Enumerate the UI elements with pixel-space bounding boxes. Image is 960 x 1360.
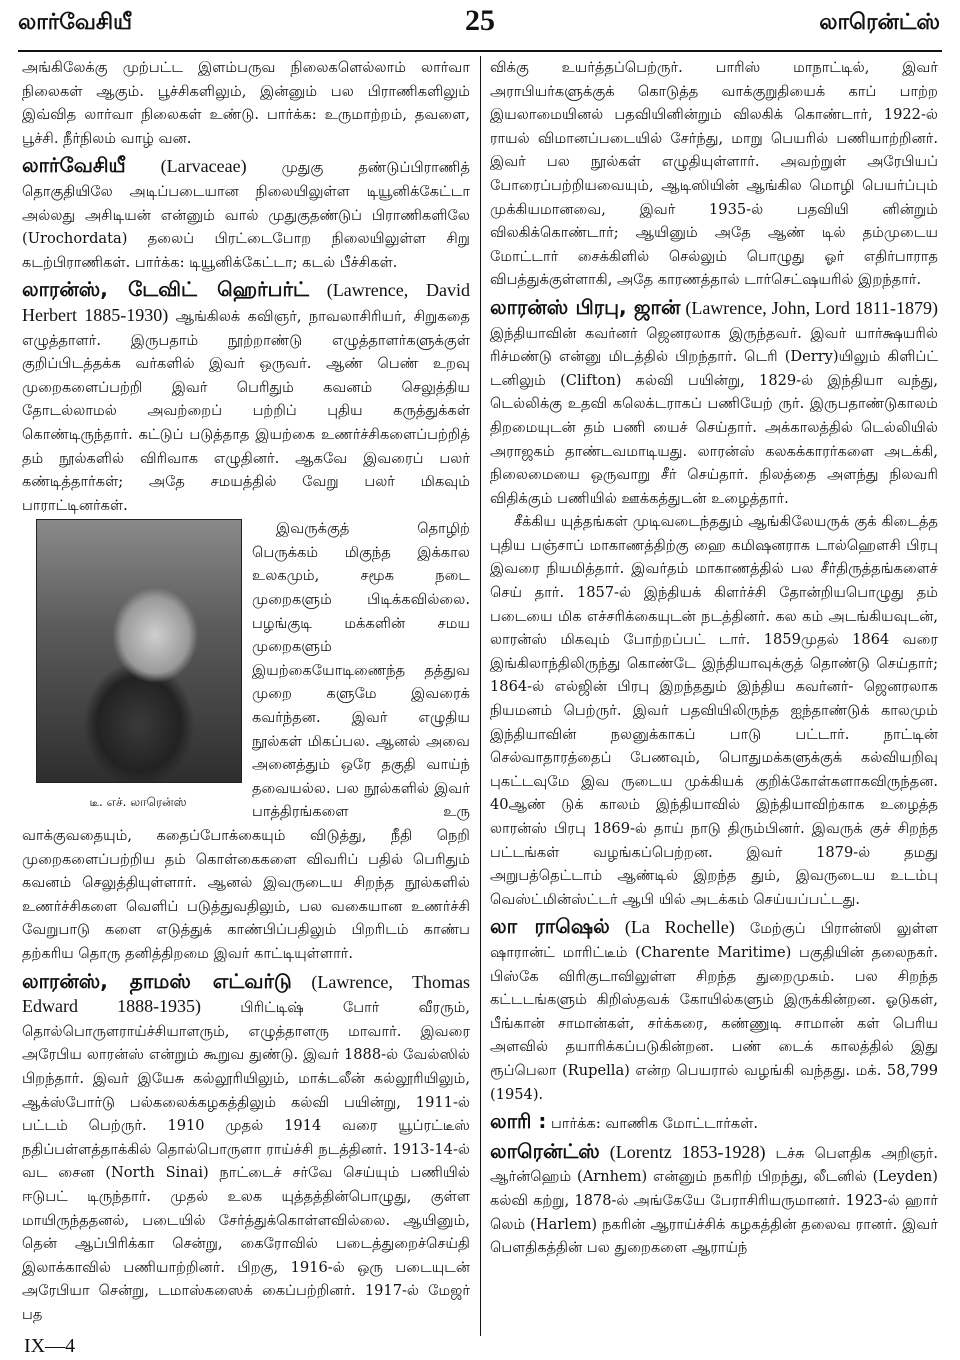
entry-headword: லாரென்ட்ஸ் (490, 1138, 600, 1163)
entry-latin-name: (La Rochelle) (624, 917, 735, 938)
left-column (22, 56, 470, 1330)
entry-larvaceae (22, 154, 470, 274)
entry-dh-lawrence (22, 278, 470, 517)
entry-te-lawrence (22, 970, 470, 1327)
entry-john-lawrence (490, 296, 938, 510)
continued-paragraph: விக்கு உயர்த்தப்பெற்ருர். பாரிஸ் மாநாட்டில், இவர் அராபியர்களுக்குக் கொடுத்த வாக்குறுதியைக் காப் பாற்ற இயலாமையினல் பதவியினின்றும் விலகிக் கொண்டார், 1922-ல் ராயல் விமானப்படையில் சேர்ந்து, மாறு பெயரில் பணியாற்றினர். இவர் பல நூல்கள் எழுதியுள்ளார். அவற்றுள் அரேபியப் போரைப்பற்றியவையும், ஆடிஸியின் ஆங்கில மொழி பெயர்ப்பும் முக்கியமானவை, இவர் 1935-ல் பதவியி னின்றும் விலகிக்கொண்டார்; ஆயினும் அதே ஆண் டில் தம்முடைய மோட்டார் சைக்கிளில் செல்லும் பொழுது ஓர் எதிர்பாராத விபத்துக்குள்ளாகி, அதே காரணத்தால் டார்செட்ஷயரில் இறந்தார். (490, 59, 938, 289)
entry-lorry (490, 1110, 938, 1136)
entry-headword: லாரன்ஸ், டேவிட் ஹெர்பர்ட் (22, 277, 309, 302)
entry-text-continued: சீக்கிய யுத்தங்கள் முடிவடைந்ததும் ஆங்கிலேயருக் குக் கிடைத்த புதிய பஞ்சாப் மாகாணத்திற்கு ஹை கமிஷனராக டால்ஹௌசி பிரபு இவரை நியமித்தார். இவர்தம் மாகாணத்தில் பல சீர்திருத்தங்களைச் செய் தார். 1857-ல் இந்தியக் கிளர்ச்சி தோன்றியபொழுது தம் படையை மிக எச்சரிக்கையுடன் நடத்தினர். கல கம் அடங்கியவுடன், லாரன்ஸ் மிகவும் போற்றப்பட் டார். 1859முதல் 1864 வரை இங்கிலாந்திலிருந்து கொண்டே இந்தியாவுக்குத் தொண்டு செய்தார்; 1864-ல் எல்ஜின் பிரபு இறந்ததும் இந்திய கவர்னர்- ஜெனரலாக நியமனம் பெற்ருர். இவர் பதவியிலிருந்த ஐந்தாண்டுக் காலமும் இந்தியாவின் நலனுக்காகப் பாடு பட்டார். நாட்டின் செல்வாதாரத்தைப் பேணவும், பொதுமக்களுக்குக் கல்வியறிவு புகட்டவுமே இவ ருடைய முக்கியக் குறிக்கோள்களாகவிருந்தன. 40ஆண் டுக் காலம் இந்தியாவில் இந்தியாவிற்காக உழைத்த லாரன்ஸ் பிரபு 1869-ல் தாய் நாடு திரும்பினர். இவருக் குச் சிறந்த பட்டங்கள் வழங்கப்பெற்றன. இவர் 1879-ல் தமது அறுபத்தெட்டாம் ஆண்டில் இறந்த தும், இவருடைய உடம்பு வெஸ்ட்மின்ஸ்ட்டர் ஆபி யில் அடக்கம் செய்யப்பட்டது. (490, 513, 938, 908)
portrait-figure (36, 519, 240, 809)
entry-text: பிரிட்டிஷ் போர் வீரரும், தொல்பொருளராய்ச்சியாளரும், எழுத்தாளரு மாவார். இவரை அரேபிய லாரன்ஸ் என்றும் கூறுவ துண்டு. இவர் 1888-ல் வேல்ஸில் பிறந்தார். இவர் இயேசு கல்லூரியிலும், மாக்டலீன் கல்லூரியிலும், ஆக்ஸ்போர்டு பல்கலைக்கழகத்திலும் கல்வி பயின்று, 1911-ல் பட்டம் பெற்ருர். 1910 முதல் 1914 வரை யூப்ரட்டீஸ் நதிப்பள்ளத்தாக்கில் தொல்பொருளா ராய்ச்சி நடத்தினர். 1913-14-ல் வட சைன (North Sinai) நாட்டைச் சர்வே செய்யும் பணியில் ஈடுபட் டிருந்தார். முதல் உலக யுத்தத்தின்பொழுது, குள்ள மாயிருந்ததனல், படையில் சேர்த்துக்கொள்ளவில்லை. ஆயினும், தென் ஆப்பிரிக்கா சென்று, கைரோவில் படைத்துறைச்செய்தி இலாக்காவில் பணியாற்றினர். பிறகு, 1916-ல் ஒரு படையுடன் அரேபியா சென்று, டமாஸ்கஸைக் கைப்பற்றினர். 1917-ல் மேஜர் பத (22, 999, 470, 1323)
entry-headword: லாரி : (490, 1109, 547, 1134)
entry-text-continued: இவருக்குத் தொழிற் பெருக்கம் மிகுந்த இக்கால உலகமும், சமூக நடை முறைகளும் பிடிக்கவில்லை. பழங்குடி மக்களின் சமய முறைகளும் இயற்கையோடிணைந்த தத்துவ முறை களுமே இவரைக் கவர்ந்தன. இவர் எழுதிய நூல்கள் மிகப்பல. ஆனல் அவை அனைத்தும் ஒரே தகுதி வாய்ந் தவையல்ல. பல நூல்களில் இவர் பாத்திரங்களை உரு வாக்குவதையும், கதைப்போக்கையும் விடுத்து, நீதி நெறி முறைகளைப்பற்றிய தம் கொள்கைகளை விவரிப் பதில் பெரிதும் கவனம் செலுத்தியுள்ளார். ஆனல் இவருடைய சிறந்த நூல்களில் உணர்ச்சிகளை வெளிப் படுத்துவதிலும், பல வகையான உணர்ச்சி வேறுபாடு களை எடுத்துக் காண்பிப்பதிலும் பிறரிடம் காண்ப தற்கரிய தொரு தனித்திறமை இவர் காட்டியுள்ளார். (22, 520, 470, 962)
page-header (16, 4, 944, 44)
entry-headword: லார்வேசியீ (22, 153, 126, 178)
entry-text: ஆங்கிலக் கவிஞர், நாவலாசிரியர், சிறுகதை எழுத்தாளர். இருபதாம் நூற்றாண்டு எழுத்தாளர்களுக்குள் குறிப்பிடத்தக்க வர்களில் இவர் ஒருவர். ஆண் பெண் உறவு முறைகளைப்பற்றி இவர் பெரிதும் கவனம் செலுத்திய தோடல்லாமல் அவற்றைப் பற்றிப் புதிய கருத்துக்கள் கொண்டிருந்தார். கட்டுப் படுத்தாத இயற்கை உணர்ச்சிகளைப்பற்றித் தம் நூல்களில் விரிவாக எழுதினர். ஆகவே இவரைப் பலர் கண்டித்தார்கள்; அதே சமயத்தில் வேறு பலர் மிகவும் பாராட்டினர்கள். (22, 307, 470, 514)
entry-headword: லாரன்ஸ் பிரபு, ஜான் (490, 294, 681, 319)
entry-text: இந்தியாவின் கவர்னர் ஜெனரலாக இருந்தவர். இவர் யார்க்ஷயரில் ரிச்மண்டு என்னு மிடத்தில் பிறந்தார். டெரி (Derry)யிலும் கிளிப்ட் டனிலும் (Clifton) கல்வி பயின்று, 1829-ல் இந்தியா வந்து, டெல்லிக்கு உதவி கலெக்டராகப் பணியேற் ருர். இருபதாண்டுகாலம் திறமையுடன் தம் பணி யைச் செய்தார். அக்காலத்தில் டெல்லியில் அராஜகம் தாண்டவமாடியது. லாரன்ஸ் கலகக்காரர்களை அடக்கி, நிலைமையை ஒருவாறு சீர் செய்தார். நிலத்தை அளந்து நிலவரி விதிக்கும் பணியில் ஊக்கத்துடன் உழைத்தார். (490, 324, 938, 507)
page-number: 25 (465, 4, 495, 37)
entry-latin-name: (Lorentz 1853-1928) (609, 1141, 766, 1162)
entry-latin-name: (Lawrence, Thomas Edward 1888-1935) (22, 971, 470, 1017)
intro-paragraph: அங்கிலேக்கு முற்பட்ட இளம்பருவ நிலைகளெல்லாம் லார்வா நிலைகள் ஆகும். பூச்சிகளிலும், இன்னும் பல பிராணிகளிலும் இவ்வித லார்வா நிலைகள் உண்டு. பார்க்க: உருமாற்றம், தவளை, பூச்சி. நீர்நிலம் வாழ் வன. (22, 59, 470, 147)
entry-latin-name: (Lawrence, David Herbert 1885-1930) (22, 280, 470, 325)
entry-text: டச்சு பௌதிக அறிஞர். ஆர்ன்ஹெம் (Arnhem) என்னும் நகரிற் பிறந்து, லீடனில் (Leyden) கல்வி கற்று, 1878-ல் அங்கேயே பேராசிரியருமானர். 1923-ல் ஹார் லெம் (Harlem) நகரின் ஆராய்ச்சிக் கழகத்தின் தலைவ ரானர். இவர் பௌதிகத்தின் பல துறைகளை ஆராய்ந் (490, 1144, 938, 1257)
column-divider (480, 56, 481, 1336)
entry-lorentz (490, 1140, 938, 1260)
entry-la-rochelle (490, 915, 938, 1106)
right-running-head: லாரென்ட்ஸ் (819, 10, 940, 35)
signature-mark: IX—4 (24, 1335, 76, 1357)
header-rule (18, 50, 942, 52)
left-running-head: லார்வேசியீ (18, 10, 133, 35)
entry-latin-name: (Larvaceae) (160, 156, 247, 177)
entry-text: பார்க்க: வாணிக மோட்டார்கள். (551, 1115, 759, 1133)
entry-latin-name: (Lawrence, John, Lord 1811-1879) (685, 297, 938, 318)
dh-lawrence-portrait-photo (36, 519, 242, 783)
entry-headword: லாரன்ஸ், தாமஸ் எட்வர்டு (22, 968, 292, 993)
entry-text: மேற்குப் பிரான்ஸி லுள்ள ஷாரான்ட் மாரிட்டீம் (Charente Maritime) பகுதியின் தலைநகர். பிஸ்கே விரிகுடாவிலுள்ள சிறந்த துறைமுகம். பல சிறந்த கட்டடங்களும் கிறிஸ்தவக் கோயில்களும் இருக்கின்றன. ஓடுகள், பீங்கான் சாமான்கள், சர்க்கரை, கண்ணுடி சாமான் கள் பெரிய அளவில் தயாரிக்கப்படுகின்றன. பண் டைக் காலத்தில் இது ரூப்பெலா (Rupella) என்ற பெயரால் வழங்கி வந்தது. மக். 58,799 (1954). (490, 920, 938, 1103)
entry-headword: லா ராஷெல் (490, 914, 610, 939)
portrait-caption: டீ. எச். லாரென்ஸ் (89, 795, 187, 810)
entry-text: முதுகு தண்டுப்பிராணித் தொகுதியிலே அடிப்படையான நிலையிலுள்ள டியூனிக்கேட்டா அல்லது அசிடியன் என்னும் வால் முதுகுதண்டுப் பிராணிகளிலே (Urochordata) தலைப் பிரட்டைபோற நிலையிலுள்ள சிறு கடற்பிராணிகள். பார்க்க: டியூனிக்கேட்டா; கடல் பீச்சிகள். (22, 159, 470, 271)
right-column (490, 56, 938, 1330)
